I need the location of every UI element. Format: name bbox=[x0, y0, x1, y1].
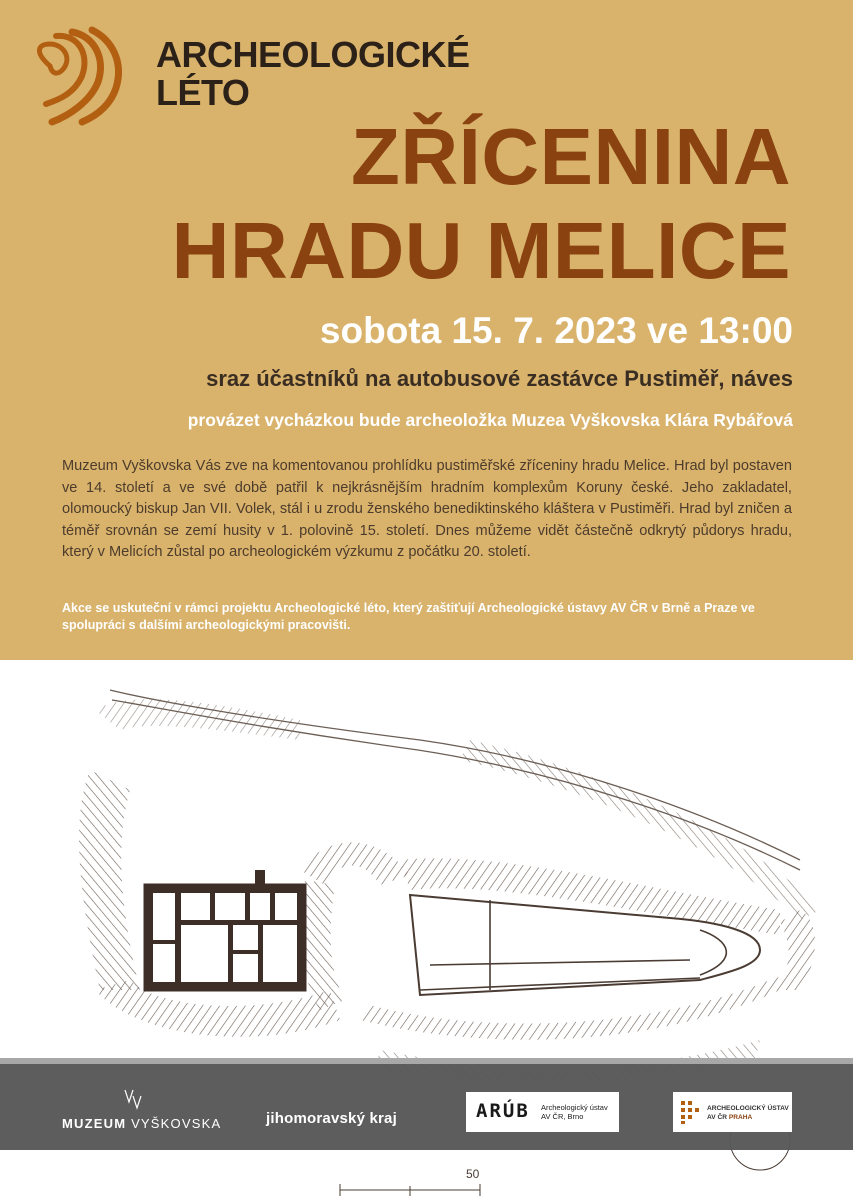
arub-line-1: Archeologický ústav bbox=[541, 1103, 608, 1112]
museum-name-part-1: MUZEUM bbox=[62, 1116, 127, 1131]
brand-line-2: LÉTO bbox=[156, 72, 250, 113]
arub-mark: ARÚB bbox=[476, 1100, 530, 1122]
arup-dots-icon bbox=[679, 1099, 701, 1125]
muzeum-vyskovska-logo bbox=[62, 1088, 222, 1138]
title-line-1: ZŘÍCENINA bbox=[350, 112, 791, 201]
arup-line-2a: AV ČR bbox=[707, 1114, 728, 1121]
muzeum-vyskovska-logo-icon bbox=[124, 1088, 142, 1110]
museum-name bbox=[62, 1116, 221, 1131]
meeting-point: sraz účastníků na autobusové zastávce Pustiměř, náves bbox=[206, 366, 793, 391]
archeologicke-leto-logo-icon bbox=[28, 24, 132, 128]
plan-scale-label: 50 bbox=[466, 1167, 480, 1181]
arub-text bbox=[541, 1103, 608, 1121]
event-date: sobota 15. 7. 2023 ve 13:00 bbox=[319, 310, 793, 351]
arup-line-2 bbox=[707, 1113, 789, 1122]
region-logo: jihomoravský kraj bbox=[266, 1110, 397, 1127]
brand-title bbox=[156, 36, 470, 112]
arup-line-1: ARCHEOLOGICKÝ ÚSTAV bbox=[707, 1105, 789, 1112]
brand-line-1: ARCHEOLOGICKÉ bbox=[156, 34, 470, 75]
museum-name-part-2: VYŠKOVSKA bbox=[131, 1116, 222, 1131]
arup-logo bbox=[673, 1092, 792, 1132]
arup-line-2b: PRAHA bbox=[728, 1114, 753, 1121]
title-line-2: HRADU MELICE bbox=[171, 206, 791, 295]
page-title bbox=[172, 110, 791, 298]
guide-info: provázet vycházkou bude archeoložka Muzea Vyškovska Klára Rybářová bbox=[187, 410, 793, 430]
project-note: Akce se uskuteční v rámci projektu Archeologické léto, který zaštiťují Archeologické ústavy AV ČR v Brně a Praze ve spolupráci s dalšími archeologickými pracovišti. bbox=[62, 601, 755, 632]
arub-line-2: AV ČR, Brno bbox=[541, 1112, 584, 1121]
arub-logo bbox=[466, 1092, 619, 1132]
arup-text bbox=[707, 1104, 789, 1122]
event-description: Muzeum Vyškovska Vás zve na komentovanou prohlídku pustiměřské zříceniny hradu Melice. Hrad byl postaven ve 14. století a ve své době patřil k nejkrásnějším hradním komplexům Koruny české. Jeho zakladatel, olomoucký biskup Jan VII. Volek, stál i u zrodu ženského benediktinského kláštera v Pustiměři. Hrad byl zničen a téměř srovnán se zemí husity v 1. polovině 15. století. Dnes můžeme vidět částečně odkrytý půdorys hradu, který v Melicích zůstal po archeologickém výzkumu z počátku 20. století. bbox=[62, 458, 792, 561]
